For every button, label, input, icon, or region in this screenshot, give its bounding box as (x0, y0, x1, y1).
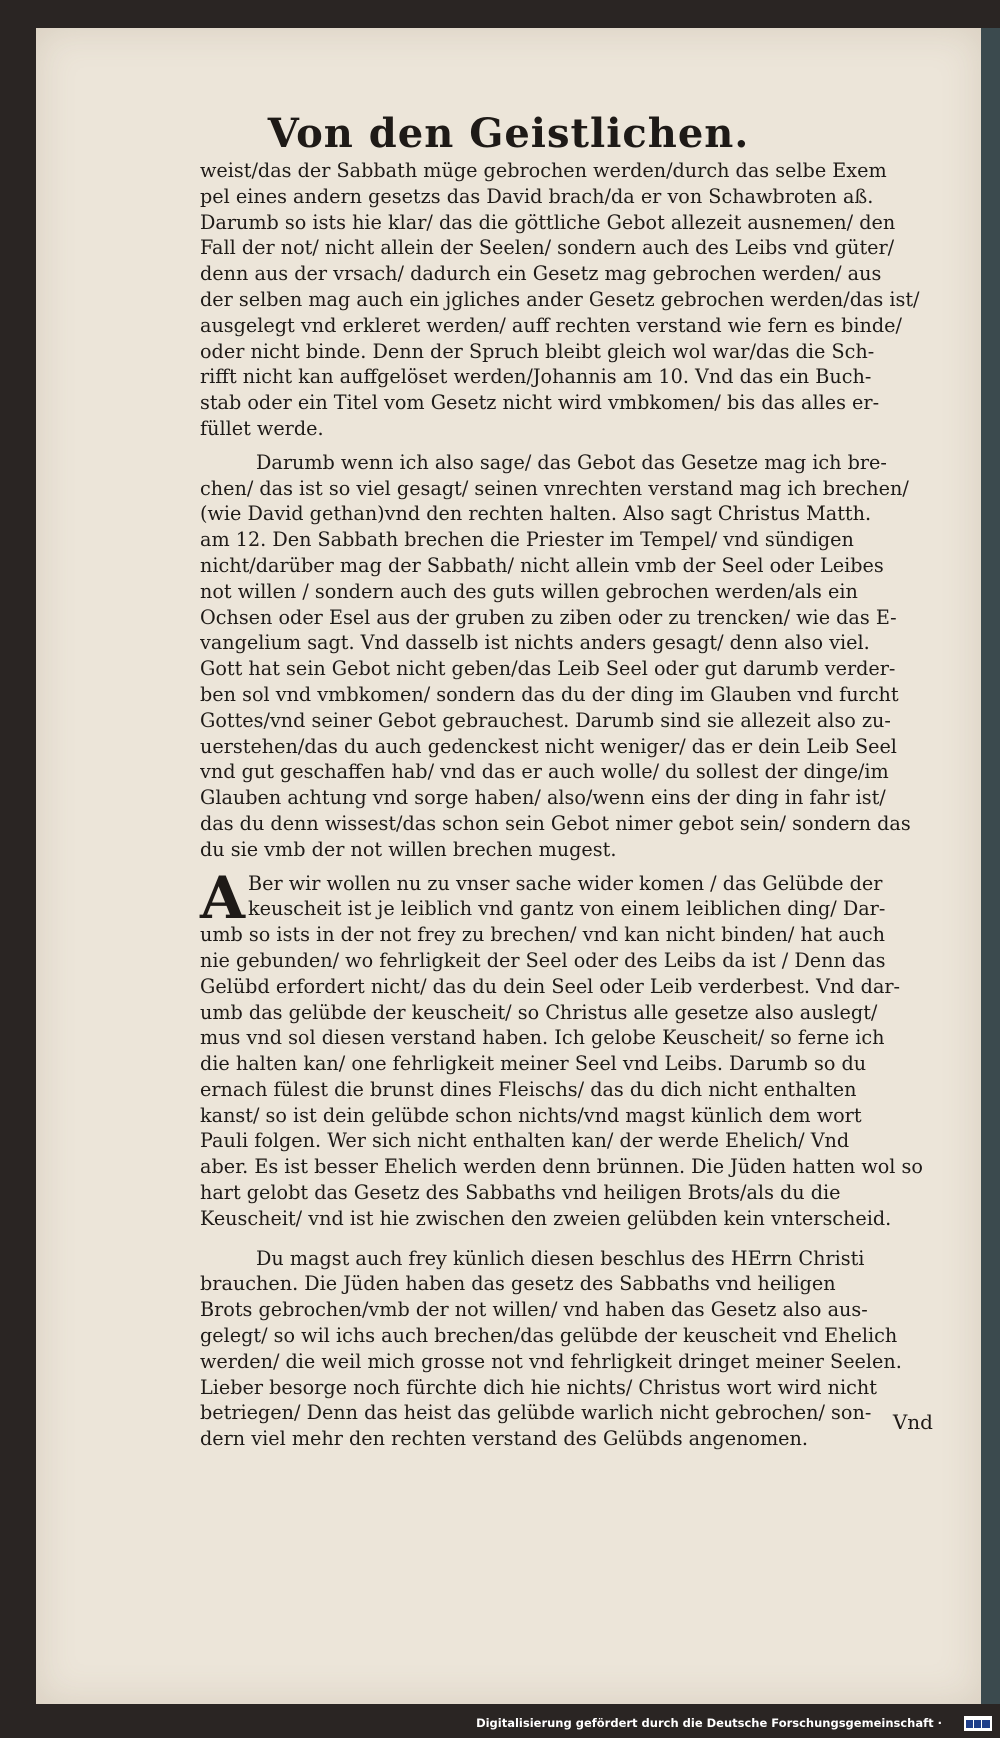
text-line: nie gebunden/ wo fehrligkeit der Seel oder des Leibs da ist / Denn das (200, 948, 886, 972)
text-line: nicht/darüber mag der Sabbath/ nicht allein vmb der Seel oder Leibes (200, 553, 884, 577)
book-page (36, 28, 981, 1704)
paragraph (200, 158, 1000, 442)
text-line: ernach fülest die brunst dines Fleischs/ das du dich nicht enthalten (200, 1077, 857, 1101)
text-line: aber. Es ist besser Ehelich werden denn brünnen. Die Jüden hatten wol so (200, 1155, 923, 1179)
text-line: weist/das der Sabbath müge gebrochen werden/durch das selbe Exem (200, 159, 887, 182)
text-line: Brots gebrochen/vmb der not willen/ vnd haben das Gesetz also aus- (200, 1298, 868, 1322)
text-line: Gott hat sein Gebot nicht geben/das Leib Seel oder gut darumb verder- (200, 657, 896, 681)
catchword: Vnd (892, 1410, 933, 1434)
text-line: pel eines andern gesetzs das David brach/da er von Schawbroten aß. (200, 184, 874, 208)
page-body-text (200, 158, 1000, 1452)
digitization-credit: Digitalisierung gefördert durch die Deutsche Forschungsgemeinschaft · (476, 1716, 942, 1730)
paragraph (200, 450, 1000, 863)
drop-capital: A (200, 863, 246, 932)
text-line: Lieber besorge noch fürchte dich hie nichts/ Christus wort wird nicht (200, 1375, 877, 1399)
text-line: Darumb so ists hie klar/ das die göttliche Gebot allezeit ausnemen/ den (200, 210, 896, 234)
text-line: betriegen/ Denn das heist das gelübde warlich nicht gebrochen/ son- (200, 1401, 872, 1425)
text-line: chen/ das ist so viel gesagt/ seinen vnrechten verstand mag ich brechen/ (200, 476, 909, 500)
text-line: werden/ die weil mich grosse not vnd fehrligkeit dringet meiner Seelen. (200, 1349, 902, 1373)
text-line: hart gelobt das Gesetz des Sabbaths vnd heiligen Brots/als du die (200, 1181, 841, 1205)
text-line: keuscheit ist je leiblich vnd gantz von einem leiblichen ding/ Dar- (248, 897, 886, 921)
dfg-logo (964, 1716, 992, 1730)
text-line: der selben mag auch ein jgliches ander Gesetz gebrochen werden/das ist/ (200, 287, 920, 311)
text-line: brauchen. Die Jüden haben das gesetz des Sabbaths vnd heiligen (200, 1272, 836, 1296)
text-line: oder nicht binde. Denn der Spruch bleibt gleich wol war/das die Sch- (200, 339, 875, 363)
text-line: (wie David gethan)vnd den rechten halten. Also sagt Christus Matth. (200, 502, 872, 526)
text-line: rifft nicht kan auffgelöset werden/Johannis am 10. Vnd das ein Buch- (200, 365, 872, 389)
text-line: stab oder ein Titel vom Gesetz nicht wird vmbkomen/ bis das alles er- (200, 391, 880, 415)
text-line: denn aus der vrsach/ dadurch ein Gesetz mag gebrochen werden/ aus (200, 262, 882, 286)
text-line: Ochsen oder Esel aus der gruben zu ziben oder zu trencken/ wie das E- (200, 605, 897, 629)
text-line: kanst/ so ist dein gelübde schon nichts/vnd magst künlich dem wort (200, 1103, 862, 1127)
text-line: vnd gut geschaffen hab/ vnd das er auch wolle/ du sollest der dinge/im (200, 760, 889, 784)
text-line: Ber wir wollen nu zu vnser sache wider komen / das Gelübde der (248, 871, 883, 895)
text-line: Du magst auch frey künlich diesen beschlus des HErrn Christi (256, 1246, 865, 1270)
text-line: Darumb wenn ich also sage/ das Gebot das Gesetze mag ich bre- (256, 450, 887, 474)
text-line: Fall der not/ nicht allein der Seelen/ sondern auch des Leibs vnd güter/ (200, 236, 895, 260)
text-line: not willen / sondern auch des guts willen gebrochen werden/als ein (200, 579, 858, 603)
text-line: umb das gelübde der keuscheit/ so Christus alle gesetze also auslegt/ (200, 1000, 878, 1024)
text-line: die halten kan/ one fehrligkeit meiner Seel vnd Leibs. Darumb so du (200, 1052, 867, 1076)
text-line: füllet werde. (200, 416, 324, 440)
text-line: am 12. Den Sabbath brechen die Priester im Tempel/ vnd sündigen (200, 528, 854, 552)
paragraph (200, 863, 1000, 1232)
paragraph (200, 1246, 1000, 1452)
page-header: Von den Geistlichen. (267, 110, 750, 157)
text-line: ausgelegt vnd erkleret werden/ auff rechten verstand wie fern es binde/ (200, 313, 903, 337)
text-line: umb so ists in der not frey zu brechen/ vnd kan nicht binden/ hat auch (200, 923, 885, 947)
text-line: Gottes/vnd seiner Gebot gebrauchest. Darumb sind sie allezeit also zu- (200, 708, 891, 732)
text-line: Glauben achtung vnd sorge haben/ also/wenn eins der ding in fahr ist/ (200, 786, 886, 810)
text-line: Gelübd erfordert nicht/ das du dein Seel oder Leib verderbest. Vnd dar- (200, 974, 901, 998)
text-line: mus vnd sol diesen verstand haben. Ich gelobe Keuscheit/ so ferne ich (200, 1026, 885, 1050)
text-line: du sie vmb der not willen brechen mugest. (200, 837, 617, 861)
text-line: dern viel mehr den rechten verstand des Gelübds angenomen. (200, 1427, 808, 1451)
text-line: Keuscheit/ vnd ist hie zwischen den zweien gelübden kein vnterscheid. (200, 1206, 892, 1230)
text-line: gelegt/ so wil ichs auch brechen/das gelübde der keuscheit vnd Ehelich (200, 1324, 898, 1348)
text-line: Pauli folgen. Wer sich nicht enthalten kan/ der werde Ehelich/ Vnd (200, 1129, 850, 1153)
text-line: vangelium sagt. Vnd dasselb ist nichts anders gesagt/ denn also viel. (200, 631, 870, 655)
text-line: ben sol vnd vmbkomen/ sondern das du der ding im Glauben vnd furcht (200, 682, 899, 706)
text-line: das du denn wissest/das schon sein Gebot nimer gebot sein/ sondern das (200, 811, 911, 835)
text-line: uerstehen/das du auch gedenckest nicht weniger/ das er dein Leib Seel (200, 734, 897, 758)
